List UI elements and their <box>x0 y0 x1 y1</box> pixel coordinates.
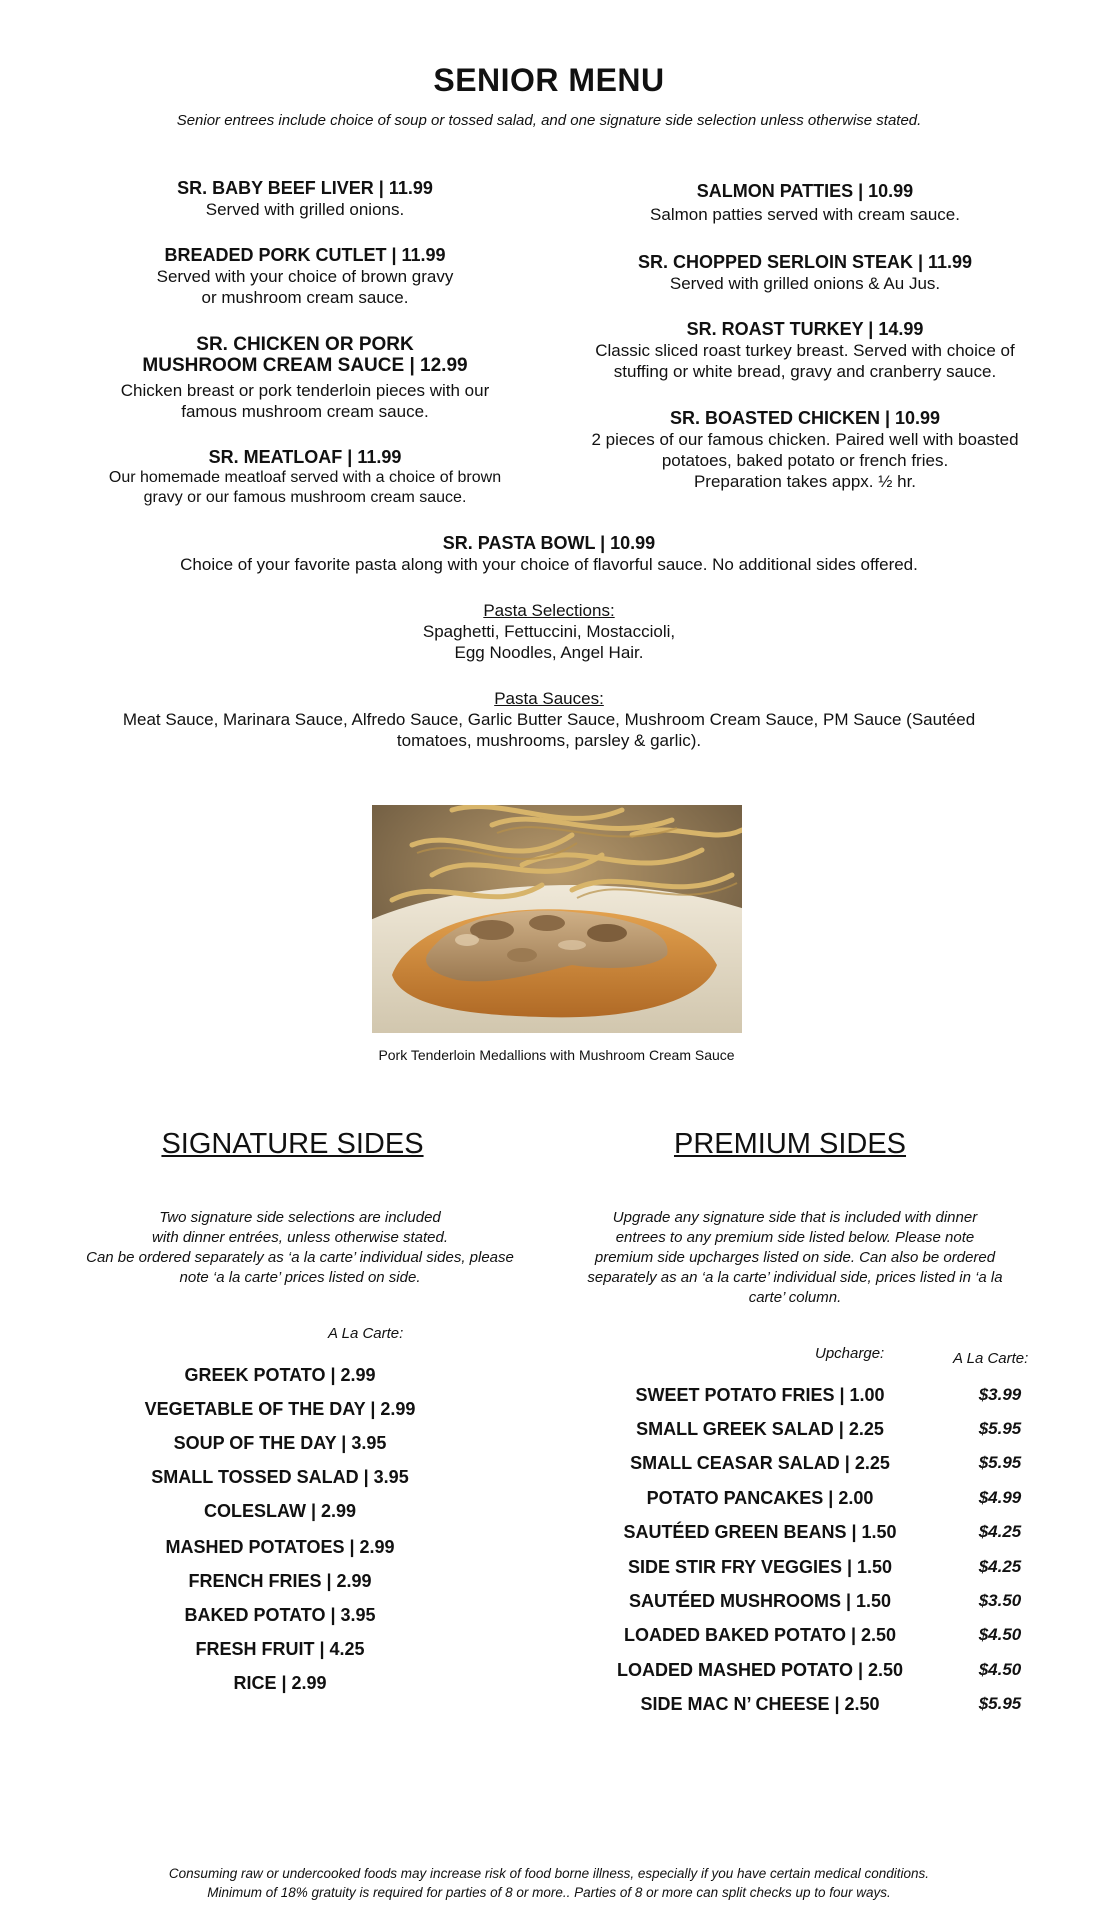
entree-desc: famous mushroom cream sauce. <box>181 402 429 421</box>
premium-price: $4.25 <box>978 1522 1022 1541</box>
page-subtitle: Senior entrees include choice of soup or tossed salad, and one signature side selection unless otherwise stated. <box>176 112 922 129</box>
side-item: BAKED POTATO | 3.95 <box>184 1605 376 1625</box>
premium-price: $4.50 <box>978 1625 1022 1644</box>
entree-name: SALMON PATTIES | 10.99 <box>696 181 914 201</box>
pasta-sauces <box>60 688 1038 751</box>
footer-health-notice: Consuming raw or undercooked foods may increase risk of food borne illness, especially if you have certain medical conditions. <box>168 1866 930 1881</box>
premium-item: SIDE STIR FRY VEGGIES | 1.50 <box>627 1557 893 1577</box>
entree-roast-turkey <box>565 319 1045 382</box>
premium-sides-note <box>560 1208 1030 1308</box>
dish-photo-illustration <box>372 805 742 1033</box>
note-line: separately as an ‘a la carte’ individual side, prices listed in ‘a la <box>587 1269 1003 1286</box>
premium-item: SAUTÉED GREEN BEANS | 1.50 <box>623 1522 897 1542</box>
entree-pasta-bowl <box>60 533 1038 575</box>
note-line: entrees to any premium side listed below. Please note <box>615 1229 975 1246</box>
premium-price: $4.50 <box>978 1660 1022 1679</box>
premium-item: SIDE MAC N’ CHEESE | 2.50 <box>640 1694 880 1714</box>
page-title: SENIOR MENU <box>433 62 665 98</box>
entree-meatloaf <box>90 447 520 508</box>
premium-price: $4.99 <box>978 1488 1022 1507</box>
side-item: SOUP OF THE DAY | 3.95 <box>173 1433 387 1453</box>
entree-desc: Served with grilled onions & Au Jus. <box>669 274 941 293</box>
side-item: RICE | 2.99 <box>233 1673 327 1693</box>
premium-col-alacarte: A La Carte: <box>953 1350 1029 1367</box>
premium-price: $5.95 <box>978 1694 1022 1713</box>
side-item: GREEK POTATO | 2.99 <box>184 1365 376 1385</box>
pasta-selections-line: Egg Noodles, Angel Hair. <box>454 643 644 662</box>
entree-name: SR. CHICKEN OR PORK <box>196 334 414 355</box>
premium-col-upcharge: Upcharge: <box>815 1345 885 1362</box>
premium-sides-heading: PREMIUM SIDES <box>673 1128 907 1160</box>
side-item: MASHED POTATOES | 2.99 <box>165 1537 395 1557</box>
entree-name: SR. BOASTED CHICKEN | 10.99 <box>669 408 941 428</box>
entree-desc: potatoes, baked potato or french fries. <box>661 451 949 470</box>
note-line: premium side upcharges listed on side. Can also be ordered <box>594 1249 996 1266</box>
footer-gratuity-notice: Minimum of 18% gratuity is required for parties of 8 or more.. Parties of 8 or more can split checks up to four ways. <box>207 1885 891 1900</box>
entree-desc: Choice of your favorite pasta along with your choice of flavorful sauce. No additional sides offered. <box>180 555 918 574</box>
entree-desc: stuffing or white bread, gravy and cranberry sauce. <box>613 362 997 381</box>
pasta-sauces-label: Pasta Sauces: <box>494 689 604 708</box>
premium-item: LOADED BAKED POTATO | 2.50 <box>623 1625 897 1645</box>
entree-breaded-pork-cutlet <box>90 245 520 308</box>
note-line: with dinner entrées, unless otherwise stated. <box>152 1229 448 1246</box>
entree-chopped-serloin-steak <box>565 252 1045 294</box>
photo-caption: Pork Tenderloin Medallions with Mushroom Cream Sauce <box>378 1047 735 1063</box>
side-item: VEGETABLE OF THE DAY | 2.99 <box>144 1399 416 1419</box>
side-item: FRENCH FRIES | 2.99 <box>188 1571 372 1591</box>
entree-desc: gravy or our famous mushroom cream sauce. <box>143 489 467 506</box>
entree-desc: Preparation takes appx. ½ hr. <box>693 472 917 491</box>
note-line: Upgrade any signature side that is included with dinner <box>612 1209 978 1226</box>
entree-name: SR. PASTA BOWL | 10.99 <box>442 533 656 553</box>
pasta-sauces-line: tomatoes, mushrooms, parsley & garlic). <box>396 731 702 750</box>
entree-desc: Served with grilled onions. <box>205 200 405 219</box>
side-item: FRESH FRUIT | 4.25 <box>195 1639 365 1659</box>
premium-price: $3.99 <box>978 1385 1022 1404</box>
entree-name: MUSHROOM CREAM SAUCE | 12.99 <box>142 355 468 376</box>
pasta-selections-label: Pasta Selections: <box>483 601 615 620</box>
entree-name: SR. BABY BEEF LIVER | 11.99 <box>177 178 433 198</box>
entree-salmon-patties <box>565 181 1045 225</box>
premium-price: $5.95 <box>978 1419 1022 1438</box>
side-item: COLESLAW | 2.99 <box>203 1501 357 1521</box>
note-line: note ‘a la carte’ prices listed on side. <box>179 1269 421 1286</box>
premium-item: LOADED MASHED POTATO | 2.50 <box>616 1660 904 1680</box>
premium-item: SWEET POTATO FRIES | 1.00 <box>635 1385 885 1405</box>
entree-name: SR. CHOPPED SERLOIN STEAK | 11.99 <box>637 252 973 272</box>
pasta-selections <box>60 600 1038 663</box>
premium-item: SMALL GREEK SALAD | 2.25 <box>636 1419 884 1439</box>
entree-desc: or mushroom cream sauce. <box>201 288 409 307</box>
premium-price: $5.95 <box>978 1453 1022 1472</box>
entree-desc: Classic sliced roast turkey breast. Served with choice of <box>595 341 1015 360</box>
dish-photo <box>372 805 742 1033</box>
entree-desc: 2 pieces of our famous chicken. Paired well with boasted <box>591 430 1019 449</box>
premium-item: SMALL CEASAR SALAD | 2.25 <box>630 1453 890 1473</box>
note-line: Two signature side selections are included <box>159 1209 441 1226</box>
entree-desc: Our homemade meatloaf served with a choice of brown <box>108 469 502 486</box>
entree-desc: Chicken breast or pork tenderloin pieces with our <box>120 381 490 400</box>
note-line: Can be ordered separately as ‘a la carte’ individual sides, please <box>86 1249 514 1266</box>
premium-item: SAUTÉED MUSHROOMS | 1.50 <box>628 1591 892 1611</box>
pasta-selections-line: Spaghetti, Fettuccini, Mostaccioli, <box>422 622 676 641</box>
note-line: carte’ column. <box>748 1289 842 1306</box>
entree-name: SR. ROAST TURKEY | 14.99 <box>686 319 924 339</box>
premium-price: $3.50 <box>978 1591 1022 1610</box>
entree-baby-beef-liver <box>90 178 520 220</box>
entree-boasted-chicken <box>565 408 1045 492</box>
entree-name: BREADED PORK CUTLET | 11.99 <box>164 245 446 265</box>
signature-sides-note <box>60 1208 540 1288</box>
premium-price: $4.25 <box>978 1557 1022 1576</box>
side-item: SMALL TOSSED SALAD | 3.95 <box>151 1467 409 1487</box>
signature-sides-heading: SIGNATURE SIDES <box>161 1128 424 1160</box>
signature-col-alacarte: A La Carte: <box>328 1325 404 1342</box>
entree-desc: Served with your choice of brown gravy <box>156 267 454 286</box>
entree-name: SR. MEATLOAF | 11.99 <box>208 447 402 467</box>
entree-desc: Salmon patties served with cream sauce. <box>650 205 960 224</box>
entree-chicken-or-pork <box>90 334 520 422</box>
pasta-sauces-line: Meat Sauce, Marinara Sauce, Alfredo Sauce, Garlic Butter Sauce, Mushroom Cream Sauce, PM Sauce (Sautéed <box>122 710 976 729</box>
premium-item: POTATO PANCAKES | 2.00 <box>646 1488 874 1508</box>
